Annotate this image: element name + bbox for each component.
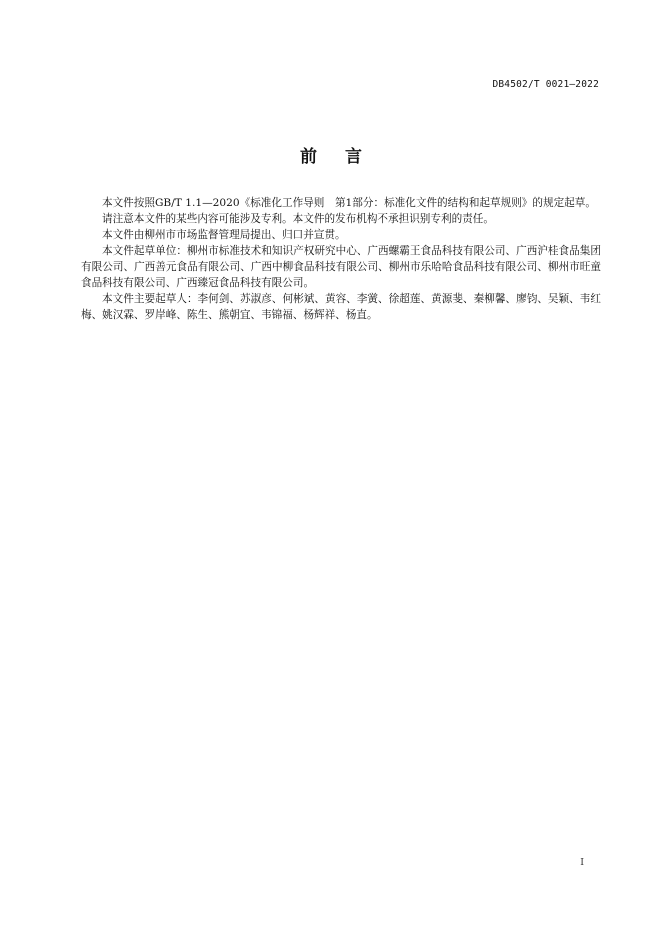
foreword-body [81,195,601,323]
paragraph-drafting-rules: 本文件按照GB/T 1.1—2020《标准化工作导则 第1部分：标准化文件的结构和起草规则》的规定起草。 [102,197,596,209]
paragraph-drafting-units: 本文件起草单位：柳州市标准技术和知识产权研究中心、广西螺霸王食品科技有限公司、广西沪桂食品集团有限公司、广西善元食品有限公司、广西中柳食品科技有限公司、柳州市乐哈哈食品科技有限公司、柳州市旺童食品科技有限公司、广西臻冠食品科技有限公司。 [81,245,601,289]
page-title: 前言 [300,147,390,167]
page-number: I [580,857,584,868]
document-code: DB4502/T 0021—2022 [492,79,599,90]
paragraph-proposer: 本文件由柳州市市场监督管理局提出、归口并宣贯。 [102,229,346,241]
paragraph-patent-notice: 请注意本文件的某些内容可能涉及专利。本文件的发布机构不承担识别专利的责任。 [102,213,494,225]
paragraph-drafters: 本文件主要起草人：李何剑、苏淑彦、何彬斌、黄容、李黉、徐超莲、黄源斐、秦柳馨、廖钧、吴颖、韦红梅、姚汉霖、罗岸峰、陈生、熊朝宜、韦锦福、杨辉祥、杨直。 [81,293,601,321]
